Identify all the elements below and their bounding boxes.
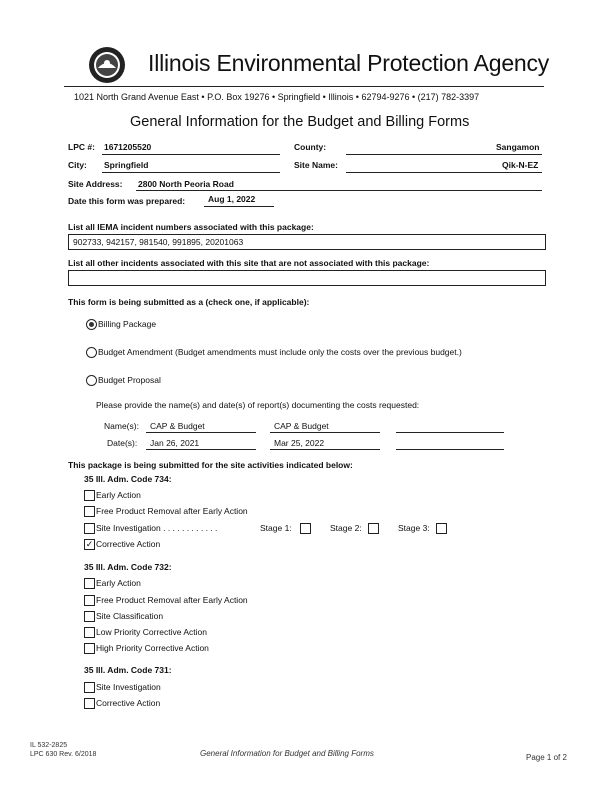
budget-amendment-radio[interactable] [86, 347, 97, 358]
732-site-classification-label: Site Classification [96, 611, 164, 621]
report-date-1[interactable]: Jan 26, 2021 [150, 438, 200, 448]
734-site-investigation-label: Site Investigation . . . . . . . . . . . . [96, 523, 218, 533]
report-date-2-line [270, 449, 380, 450]
734-early-action-label: Early Action [96, 490, 141, 500]
other-incidents-label: List all other incidents associated with this site that are not associated with this package: [68, 258, 430, 268]
code-731-title: 35 Ill. Adm. Code 731: [84, 665, 172, 675]
budget-proposal-label: Budget Proposal [98, 375, 161, 385]
731-site-investigation-label: Site Investigation [96, 682, 161, 692]
budget-proposal-radio[interactable] [86, 375, 97, 386]
lpc-value[interactable]: 1671205520 [104, 142, 152, 152]
report-name-2[interactable]: CAP & Budget [274, 421, 329, 431]
731-corrective-action-label: Corrective Action [96, 698, 161, 708]
report-date-3-line [396, 449, 504, 450]
734-corrective-action-checkbox[interactable]: ✓ [85, 539, 94, 549]
report-dates-label: Date(s): [107, 438, 138, 448]
footer-revision: LPC 630 Rev. 6/2018 [30, 751, 97, 758]
731-site-investigation-checkbox[interactable] [84, 682, 95, 693]
732-high-priority-checkbox[interactable] [84, 643, 95, 654]
report-name-2-line [270, 432, 380, 433]
report-name-3-line [396, 432, 504, 433]
732-site-classification-checkbox[interactable] [84, 611, 95, 622]
stage-2-label: Stage 2: [330, 523, 362, 533]
submission-label: This form is being submitted as a (check one, if applicable): [68, 297, 310, 307]
city-value[interactable]: Springfield [104, 160, 149, 170]
732-early-action-checkbox[interactable] [84, 578, 95, 589]
iema-label: List all IEMA incident numbers associated with this package: [68, 222, 314, 232]
lpc-label: LPC #: [68, 142, 95, 152]
date-prepared-value[interactable]: Aug 1, 2022 [208, 194, 256, 204]
732-low-priority-label: Low Priority Corrective Action [96, 627, 208, 637]
footer-form-id: IL 532-2825 [30, 742, 68, 749]
report-name-1-line [146, 432, 256, 433]
form-title: General Information for the Budget and Billing Forms [130, 114, 470, 130]
stage-3-label: Stage 3: [398, 523, 430, 533]
stage-2-checkbox[interactable] [368, 523, 379, 534]
734-free-product-checkbox[interactable] [84, 506, 95, 517]
illinois-seal-logo [88, 46, 126, 84]
billing-package-label: Billing Package [98, 319, 157, 329]
site-name-line [346, 172, 542, 173]
stage-1-label: Stage 1: [260, 523, 292, 533]
iema-input[interactable] [68, 234, 546, 250]
732-free-product-label: Free Product Removal after Early Action [96, 595, 248, 605]
county-value[interactable]: Sangamon [496, 142, 540, 152]
header-rule [64, 86, 544, 87]
732-low-priority-checkbox[interactable] [84, 627, 95, 638]
stage-3-checkbox[interactable] [436, 523, 447, 534]
date-prepared-line [204, 206, 274, 207]
stage-1-checkbox[interactable] [300, 523, 311, 534]
report-date-1-line [146, 449, 256, 450]
site-address-label: Site Address: [68, 179, 123, 189]
footer-title: General Information for Budget and Billing Forms [200, 749, 374, 758]
732-early-action-label: Early Action [96, 578, 141, 588]
reports-prompt: Please provide the name(s) and date(s) of report(s) documenting the costs requested: [96, 400, 420, 410]
732-high-priority-label: High Priority Corrective Action [96, 643, 209, 653]
site-name-label: Site Name: [294, 160, 338, 170]
other-incidents-input[interactable] [68, 270, 546, 286]
734-free-product-label: Free Product Removal after Early Action [96, 506, 248, 516]
iema-value: 902733, 942157, 981540, 991895, 20201063 [73, 237, 244, 247]
code-732-title: 35 Ill. Adm. Code 732: [84, 562, 172, 572]
734-corrective-action-label: Corrective Action [96, 539, 161, 549]
activities-label: This package is being submitted for the site activities indicated below: [68, 460, 353, 470]
site-name-value[interactable]: Qik-N-EZ [502, 160, 539, 170]
report-date-2[interactable]: Mar 25, 2022 [274, 438, 325, 448]
report-names-label: Name(s): [104, 421, 139, 431]
city-line [102, 172, 280, 173]
city-label: City: [68, 160, 87, 170]
county-line [346, 154, 542, 155]
county-label: County: [294, 142, 327, 152]
731-corrective-action-checkbox[interactable] [84, 698, 95, 709]
page-number: Page 1 of 2 [526, 753, 567, 762]
agency-address: 1021 North Grand Avenue East • P.O. Box 19276 • Springfield • Illinois • 62794-9276 • (217) 782-3397 [74, 92, 480, 102]
report-name-1[interactable]: CAP & Budget [150, 421, 205, 431]
billing-package-radio[interactable] [86, 319, 97, 330]
lpc-line [102, 154, 280, 155]
site-address-line [136, 190, 542, 191]
site-address-value[interactable]: 2800 North Peoria Road [138, 179, 234, 189]
734-early-action-checkbox[interactable] [84, 490, 95, 501]
734-site-investigation-checkbox[interactable] [84, 523, 95, 534]
732-free-product-checkbox[interactable] [84, 595, 95, 606]
budget-amendment-label: Budget Amendment (Budget amendments must include only the costs over the previous budget.) [98, 347, 462, 357]
code-734-title: 35 Ill. Adm. Code 734: [84, 474, 172, 484]
date-prepared-label: Date this form was prepared: [68, 196, 186, 206]
agency-name: Illinois Environmental Protection Agency [148, 50, 550, 76]
